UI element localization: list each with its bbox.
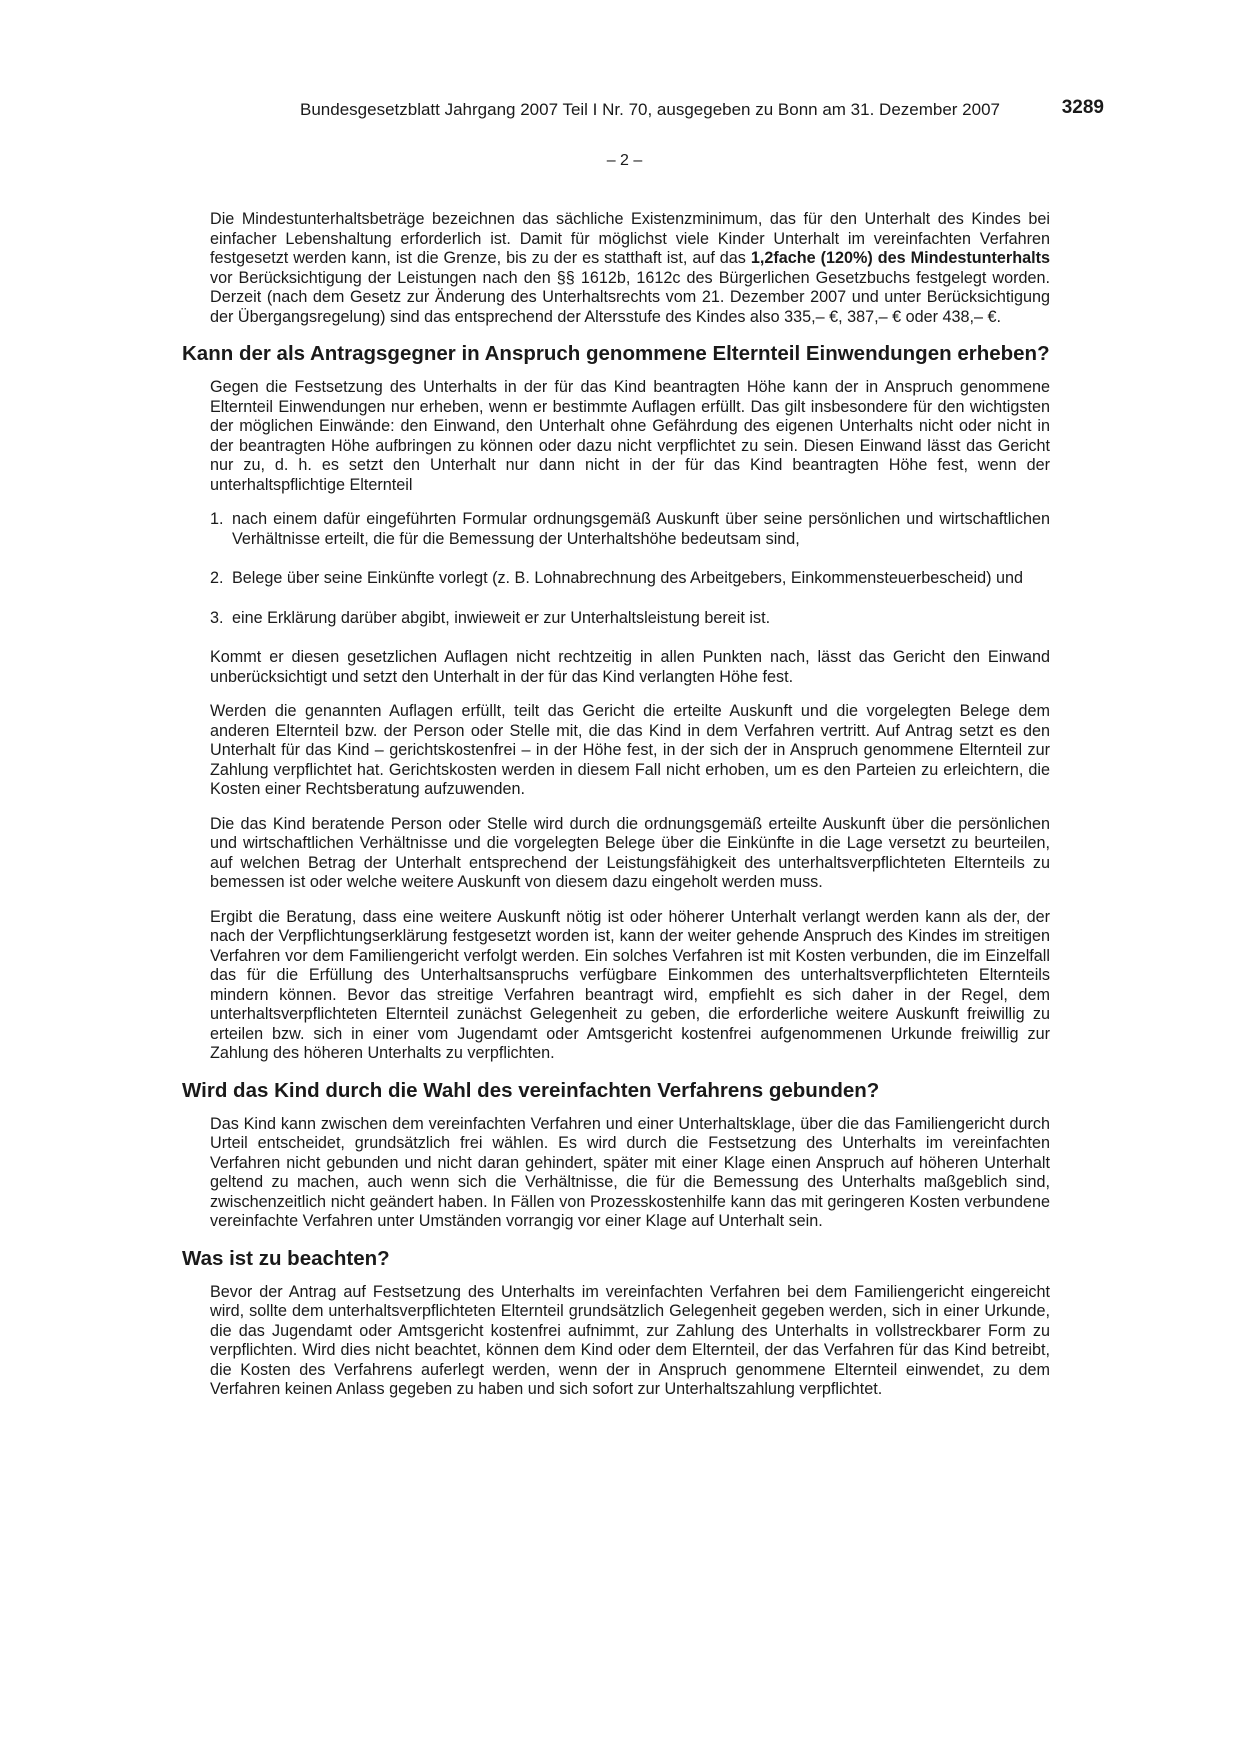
paragraph: Gegen die Festsetzung des Unterhalts in der für das Kind beantragten Höhe kann der in Anspruch genommene Elternteil Einwendungen nur erheben, wenn er bestimmte Auflagen erfüllt. Das gilt insbesondere für den wichtigsten der möglichen Einwände: den Einwand, den Unterhalt ohne Gefährdung des eigenen Unterhalts nicht oder nicht in der beantragten Höhe aufbringen zu können oder dazu nicht verpflichtet zu sein. Diesen Einwand lässt das Gericht nur zu, d. h. es setzt den Unterhalt nur dann nicht in der für das Kind beantragten Höhe fest, wenn der unterhaltspflichtige Elternteil [210, 378, 1050, 494]
list-item-text: nach einem dafür eingeführten Formular ordnungsgemäß Auskunft über seine persönlichen und wirtschaftlichen Verhältnisse erteilt, die für die Bemessung der Unterhaltshöhe bedeutsam sind, [232, 510, 1050, 548]
list-item-number: 2. [210, 569, 224, 587]
list-item [210, 609, 1050, 629]
numbered-list [210, 510, 1050, 628]
list-item-text: Belege über seine Einkünfte vorlegt (z. B. Lohnabrechnung des Arbeitgebers, Einkommensteuerbescheid) und [232, 569, 1023, 587]
list-item [210, 510, 1050, 549]
page-number: 3289 [1061, 97, 1104, 118]
document-body [182, 210, 1060, 1415]
page-mark [0, 152, 1241, 170]
header-text: Bundesgesetzblatt Jahrgang 2007 Teil I Nr. 70, ausgegeben zu Bonn am 31. Dezember 2007 [300, 100, 1000, 119]
section-heading-beachten: Was ist zu beachten? [182, 1246, 390, 1270]
list-item-number: 1. [210, 510, 224, 528]
paragraph: Bevor der Antrag auf Festsetzung des Unterhalts im vereinfachten Verfahren bei dem Familiengericht eingereicht wird, sollte dem unterhaltsverpflichteten Elternteil grundsätzlich Gelegenheit gegeben werden, sich in einer Urkunde, die das Jugendamt oder Amtsgericht kostenfrei aufnimmt, zur Zahlung des Unterhalts in vollstreckbarer Form zu verpflichten. Wird dies nicht beachtet, können dem Kind oder dem Elternteil, der das Verfahren für das Kind betreibt, die Kosten des Verfahrens auferlegt werden, wenn der in Anspruch genommene Elternteil einwendet, zu dem Verfahren keinen Anlass gegeben zu haben und sich sofort zur Unterhaltszahlung verpflichtet. [210, 1282, 1050, 1398]
intro-paragraph [210, 210, 1050, 327]
list-item [210, 569, 1050, 589]
intro-text-2: vor Berücksichtigung der Leistungen nach den §§ 1612b, 1612c des Bürgerlichen Gesetzbuchs festgelegt worden. Derzeit (nach dem Gesetz zur Änderung des Unterhaltsrechts vom 21. Dezember 2007 und unter Berücksichtigung der Übergangsregelung) sind das entsprechend der Altersstufe des Kindes also 335,– €, 387,– € oder 438,– €. [210, 268, 1050, 326]
page-mark-text: – 2 – [606, 152, 643, 169]
list-item-number: 3. [210, 608, 224, 627]
section-heading-einwendungen: Kann der als Antragsgegner in Anspruch genommene Elternteil Einwendungen erheben? [182, 342, 1050, 365]
page-header [238, 97, 1104, 124]
paragraph: Das Kind kann zwischen dem vereinfachten Verfahren und einer Unterhaltsklage, über die das Familiengericht durch Urteil entscheidet, grundsätzlich frei wählen. Es wird durch die Festsetzung des Unterhalts im vereinfachten Verfahren nicht gebunden und nicht daran gehindert, später mit einer Klage einen Anspruch auf höheren Unterhalt geltend zu machen, auch wenn sich die Verhältnisse, die für die Bemessung des Unterhalts maßgeblich sind, zwischenzeitlich nicht geändert haben. In Fällen von Prozesskostenhilfe kann das mit geringeren Kosten verbundene vereinfachte Verfahren unter Umständen vorrangig vor einer Klage auf Unterhalt sein. [210, 1114, 1050, 1230]
intro-bold-text: 1,2fache (120%) des Mindestunterhalts [750, 249, 1050, 267]
paragraph: Die das Kind beratende Person oder Stelle wird durch die ordnungsgemäß erteilte Auskunft über die persönlichen und wirtschaftlichen Verhältnisse und die vorgelegten Belege über die Einkünfte in die Lage versetzt zu beurteilen, auf welchen Betrag der Unterhalt entsprechend der Leistungsfähigkeit des unterhaltsverpflichteten Elternteils zu bemessen ist oder welche weitere Auskunft von diesem dazu eingeholt werden muss. [210, 814, 1050, 891]
list-item-text: eine Erklärung darüber abgibt, inwieweit er zur Unterhaltsleistung bereit ist. [232, 608, 771, 627]
paragraph: Ergibt die Beratung, dass eine weitere Auskunft nötig ist oder höherer Unterhalt verlangt werden kann als der, der nach der Verpflichtungserklärung festgesetzt worden ist, kann der weiter gehende Anspruch des Kindes im streitigen Verfahren vor dem Familiengericht verfolgt werden. Ein solches Verfahren ist mit Kosten verbunden, die im Einzelfall das für die Erfüllung des Unterhaltsanspruchs verfügbare Einkommen des unterhaltsverpflichteten Elternteils mindern können. Bevor das streitige Verfahren beantragt wird, empfiehlt es sich daher in der Regel, dem unterhaltsverpflichteten Elternteil zunächst Gelegenheit zu geben, die erforderliche weitere Auskunft freiwillig zu erteilen bzw. sich in einer vom Jugendamt oder Amtsgericht kostenfrei aufgenommenen Urkunde freiwillig zur Zahlung des höheren Unterhalts zu verpflichten. [210, 907, 1050, 1062]
paragraph: Kommt er diesen gesetzlichen Auflagen nicht rechtzeitig in allen Punkten nach, lässt das Gericht den Einwand unberücksichtigt und setzt den Unterhalt in der für das Kind verlangten Höhe fest. [210, 648, 1050, 686]
section-heading-gebunden: Wird das Kind durch die Wahl des vereinfachten Verfahrens gebunden? [182, 1078, 880, 1102]
paragraph: Werden die genannten Auflagen erfüllt, teilt das Gericht die erteilte Auskunft und die vorgelegten Belege dem anderen Elternteil bzw. der Person oder Stelle mit, die das Kind in dem Verfahren vertritt. Auf Antrag setzt es den Unterhalt für das Kind – gerichtskostenfrei – in der Höhe fest, in der sich der in Anspruch genommene Elternteil zur Zahlung verpflichtet hat. Gerichtskosten werden in diesem Fall nicht erhoben, um es den Parteien zu erleichtern, die Kosten einer Rechtsberatung aufzuwenden. [210, 702, 1050, 798]
intro-text-1: Die Mindestunterhaltsbeträge bezeichnen das sächliche Existenzminimum, das für den Unterhalt des Kindes bei einfacher Lebenshaltung erforderlich ist. Damit für möglichst viele Kinder Unterhalt im vereinfachten Verfahren festgesetzt werden kann, ist die Grenze, bis zu der es statthaft ist, auf das [210, 210, 1050, 267]
